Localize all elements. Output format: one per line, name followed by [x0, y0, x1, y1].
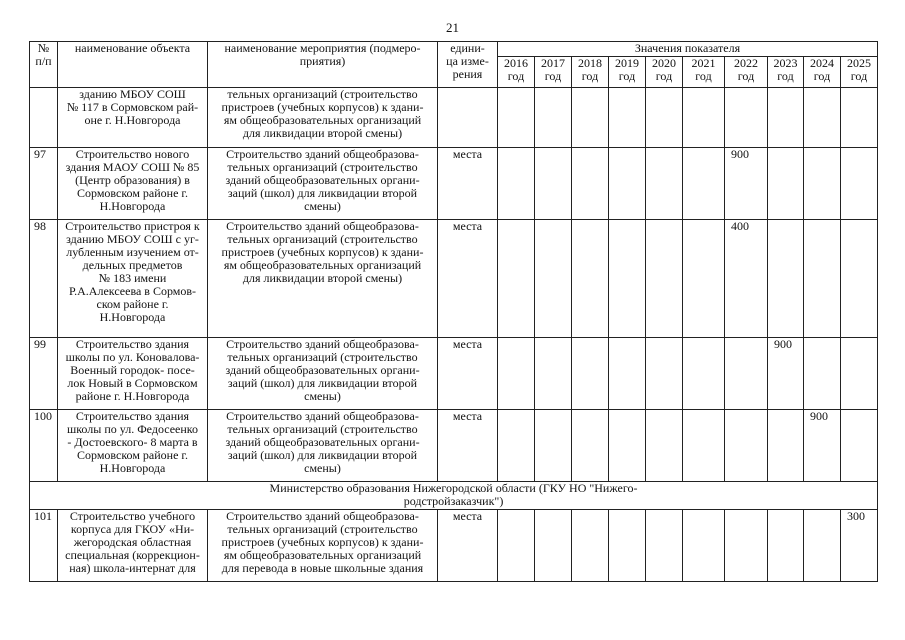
table-row	[30, 220, 878, 338]
value-cell-2025	[841, 410, 878, 482]
value-cell-2020	[646, 88, 683, 148]
value-cell-2020	[646, 510, 683, 582]
section-row	[30, 482, 878, 510]
year-2020: 2020 год	[646, 57, 683, 88]
row-number: 101	[30, 510, 58, 582]
value-cell-2020	[646, 148, 683, 220]
value-cell-2022	[725, 338, 768, 410]
year-2023: 2023 год	[768, 57, 804, 88]
value-cell-2023	[768, 510, 804, 582]
value-cell-2017	[535, 148, 572, 220]
object-name: Строительство пристроя к зданию МБОУ СОШ с уг- лубленным изучением от- дельных предметов № 183 имени Р.А.Алексеева в Сормов- ском районе г. Н.Новгорода	[58, 220, 208, 338]
unit-cell	[438, 88, 498, 148]
value-cell-2021	[683, 338, 725, 410]
unit-cell: места	[438, 338, 498, 410]
value-cell-2023	[768, 410, 804, 482]
value-cell-2021	[683, 410, 725, 482]
value-cell-2020	[646, 220, 683, 338]
value-cell-2021	[683, 220, 725, 338]
value-cell-2016	[498, 88, 535, 148]
value-cell-2017	[535, 338, 572, 410]
unit-cell: места	[438, 510, 498, 582]
value-cell-2019	[609, 148, 646, 220]
value-cell-2019	[609, 88, 646, 148]
value-cell-2025: 300	[841, 510, 878, 582]
year-2016: 2016 год	[498, 57, 535, 88]
year-2019: 2019 год	[609, 57, 646, 88]
activity-name: Строительство зданий общеобразова- тельных организаций (строительство зданий общеобразовательных органи- заций (школ) для ликвидации второй смены)	[208, 410, 438, 482]
table-row	[30, 410, 878, 482]
value-cell-2018	[572, 510, 609, 582]
value-cell-2024	[804, 88, 841, 148]
value-cell-2023	[768, 220, 804, 338]
values-header: Значения показателя	[498, 42, 878, 57]
row-number: 99	[30, 338, 58, 410]
row-number: 100	[30, 410, 58, 482]
value-cell-2017	[535, 220, 572, 338]
page-number: 21	[446, 20, 459, 35]
value-cell-2025	[841, 220, 878, 338]
object-name: Строительство здания школы по ул. Федосеенко - Достоевского- 8 марта в Сормовском районе г. Н.Новгорода	[58, 410, 208, 482]
value-cell-2020	[646, 338, 683, 410]
value-cell-2022: 400	[725, 220, 768, 338]
value-cell-2021	[683, 148, 725, 220]
value-cell-2023	[768, 148, 804, 220]
year-2024: 2024 год	[804, 57, 841, 88]
row-number: 98	[30, 220, 58, 338]
value-cell-2024	[804, 148, 841, 220]
value-cell-2025	[841, 148, 878, 220]
row-number: 97	[30, 148, 58, 220]
activity-name: Строительство зданий общеобразова- тельных организаций (строительство зданий общеобразовательных органи- заций (школ) для ликвидации второй смены)	[208, 148, 438, 220]
value-cell-2018	[572, 410, 609, 482]
value-cell-2022: 900	[725, 148, 768, 220]
col-num-header: № п/п	[30, 42, 58, 88]
value-cell-2019	[609, 410, 646, 482]
indicator-table	[29, 41, 878, 582]
value-cell-2024: 900	[804, 410, 841, 482]
year-2025: 2025 год	[841, 57, 878, 88]
table-row	[30, 510, 878, 582]
table-row	[30, 148, 878, 220]
value-cell-2024	[804, 338, 841, 410]
value-cell-2018	[572, 148, 609, 220]
value-cell-2023	[768, 88, 804, 148]
row-number	[30, 88, 58, 148]
col-activity-header: наименование мероприятия (подмеро- приятия)	[208, 42, 438, 88]
value-cell-2022	[725, 88, 768, 148]
value-cell-2025	[841, 338, 878, 410]
value-cell-2019	[609, 510, 646, 582]
activity-name: Строительство зданий общеобразова- тельных организаций (строительство пристроев (учебных корпусов) к здани- ям общеобразовательных организаций для ликвидации второй смены)	[208, 220, 438, 338]
value-cell-2023: 900	[768, 338, 804, 410]
value-cell-2019	[609, 220, 646, 338]
value-cell-2019	[609, 338, 646, 410]
section-title: Министерство образования Нижегородской области (ГКУ НО "Нижего- родстройзаказчик")	[30, 482, 878, 510]
object-name: Строительство учебного корпуса для ГКОУ «Ни- жегородская областная специальная (коррекцион- ная) школа-интернат для	[58, 510, 208, 582]
year-2022: 2022 год	[725, 57, 768, 88]
unit-cell: места	[438, 410, 498, 482]
value-cell-2017	[535, 88, 572, 148]
activity-name: Строительство зданий общеобразова- тельных организаций (строительство пристроев (учебных корпусов) к здани- ям общеобразовательных организаций для перевода в новые школьные здания	[208, 510, 438, 582]
table-row	[30, 88, 878, 148]
col-object-header: наименование объекта	[58, 42, 208, 88]
activity-name: Строительство зданий общеобразова- тельных организаций (строительство зданий общеобразовательных органи- заций (школ) для ликвидации второй смены)	[208, 338, 438, 410]
year-2017: 2017 год	[535, 57, 572, 88]
value-cell-2017	[535, 410, 572, 482]
value-cell-2016	[498, 510, 535, 582]
value-cell-2021	[683, 510, 725, 582]
value-cell-2024	[804, 220, 841, 338]
object-name: Строительство здания школы по ул. Коновалова- Военный городок- посе- лок Новый в Сормовском районе г. Н.Новгорода	[58, 338, 208, 410]
value-cell-2020	[646, 410, 683, 482]
value-cell-2017	[535, 510, 572, 582]
col-unit-header: едини- ца изме- рения	[438, 42, 498, 88]
value-cell-2016	[498, 410, 535, 482]
year-2021: 2021 год	[683, 57, 725, 88]
activity-name: тельных организаций (строительство пристроев (учебных корпусов) к здани- ям общеобразовательных организаций для ликвидации второй смены)	[208, 88, 438, 148]
unit-cell: места	[438, 148, 498, 220]
object-name: Строительство нового здания МАОУ СОШ № 85 (Центр образования) в Сормовском районе г. Н.Новгорода	[58, 148, 208, 220]
table-row	[30, 338, 878, 410]
value-cell-2025	[841, 88, 878, 148]
value-cell-2022	[725, 510, 768, 582]
value-cell-2016	[498, 220, 535, 338]
value-cell-2016	[498, 148, 535, 220]
unit-cell: места	[438, 220, 498, 338]
value-cell-2018	[572, 220, 609, 338]
value-cell-2018	[572, 88, 609, 148]
year-2018: 2018 год	[572, 57, 609, 88]
value-cell-2021	[683, 88, 725, 148]
value-cell-2022	[725, 410, 768, 482]
value-cell-2018	[572, 338, 609, 410]
object-name: зданию МБОУ СОШ № 117 в Сормовском рай- оне г. Н.Новгорода	[58, 88, 208, 148]
value-cell-2024	[804, 510, 841, 582]
value-cell-2016	[498, 338, 535, 410]
